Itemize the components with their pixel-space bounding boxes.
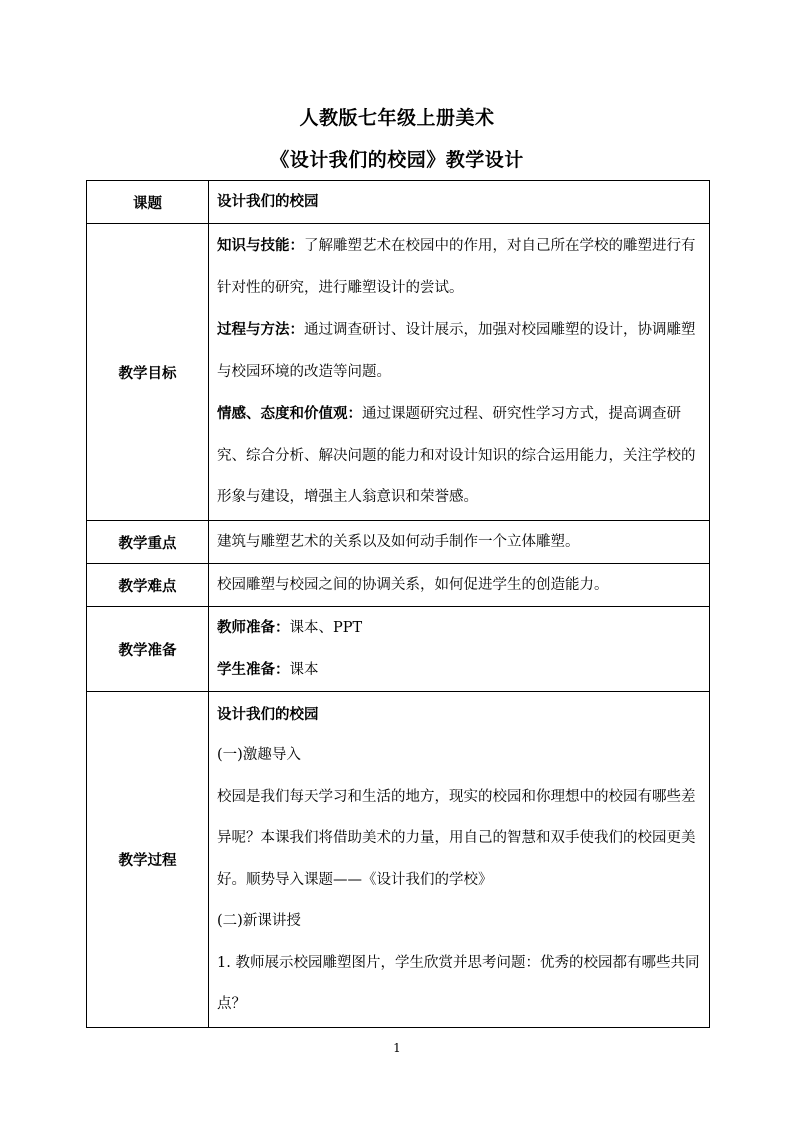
preparation-content (209, 607, 710, 692)
table-row-preparation (87, 607, 710, 692)
table-row-difficulty (87, 564, 710, 607)
process-step-1: 1. 教师展示校园雕塑图片，学生欣赏并思考问题：优秀的校园都有哪些共同点？ (217, 954, 700, 1012)
table-row-focus (87, 521, 710, 564)
document-title-line-1: 人教版七年级上册美术 (299, 107, 495, 129)
teacher-preparation-label: 教师准备： (217, 619, 290, 636)
goals-label: 教学目标 (87, 224, 209, 521)
process-section-2: (二)新课讲授 (217, 913, 301, 929)
student-preparation (217, 649, 701, 691)
process-heading: 设计我们的校园 (217, 705, 319, 723)
goal-process (217, 309, 701, 393)
goal-emotion-label: 情感、态度和价值观： (217, 405, 362, 423)
focus-label: 教学重点 (87, 521, 209, 564)
goals-content (209, 224, 710, 521)
table-row-process (87, 692, 710, 1028)
teacher-preparation (217, 607, 701, 649)
goal-knowledge-label: 知识与技能： (217, 237, 304, 255)
page-number: 1 (393, 1041, 401, 1055)
lesson-plan-table (86, 180, 710, 1028)
difficulty-value: 校园雕塑与校园之间的协调关系，如何促进学生的创造能力。 (209, 564, 710, 607)
goal-process-label: 过程与方法： (217, 321, 304, 339)
topic-value: 设计我们的校园 (209, 181, 710, 224)
table-row-goals (87, 224, 710, 521)
goal-knowledge-text: 了解雕塑艺术在校园中的作用，对自己所在学校的雕塑进行有针对性的研究，进行雕塑设计的尝试。 (217, 238, 696, 296)
student-preparation-text: 课本 (289, 662, 319, 678)
goal-process-text: 通过调查研讨、设计展示，加强对校园雕塑的设计，协调雕塑与校园环境的改造等问题。 (217, 322, 696, 380)
process-label: 教学过程 (87, 692, 209, 1028)
document-title-line-2: 《设计我们的校园》教学设计 (270, 149, 524, 171)
preparation-label: 教学准备 (87, 607, 209, 692)
topic-label: 课题 (87, 181, 209, 224)
process-intro-text: 校园是我们每天学习和生活的地方，现实的校园和你理想中的校园有哪些差异呢？本课我们将借助美术的力量，用自己的智慧和双手使我们的校园更美好。顺势导入课题——《设计我们的学校》 (217, 788, 696, 888)
goal-emotion-text: 通过课题研究过程、研究性学习方式，提高调查研究、综合分析、解决问题的能力和对设计知识的综合运用能力，关注学校的形象与建设，增强主人翁意识和荣誉感。 (217, 406, 696, 506)
difficulty-label: 教学难点 (87, 564, 209, 607)
process-section-1: (一)激趣导入 (217, 747, 301, 763)
student-preparation-label: 学生准备： (217, 661, 290, 678)
table-row-topic (87, 181, 710, 224)
goal-knowledge (217, 225, 701, 309)
focus-value: 建筑与雕塑艺术的关系以及如何动手制作一个立体雕塑。 (209, 521, 710, 564)
teacher-preparation-text: 课本、PPT (289, 620, 363, 636)
process-content (209, 692, 710, 1028)
goal-emotion (217, 393, 701, 519)
